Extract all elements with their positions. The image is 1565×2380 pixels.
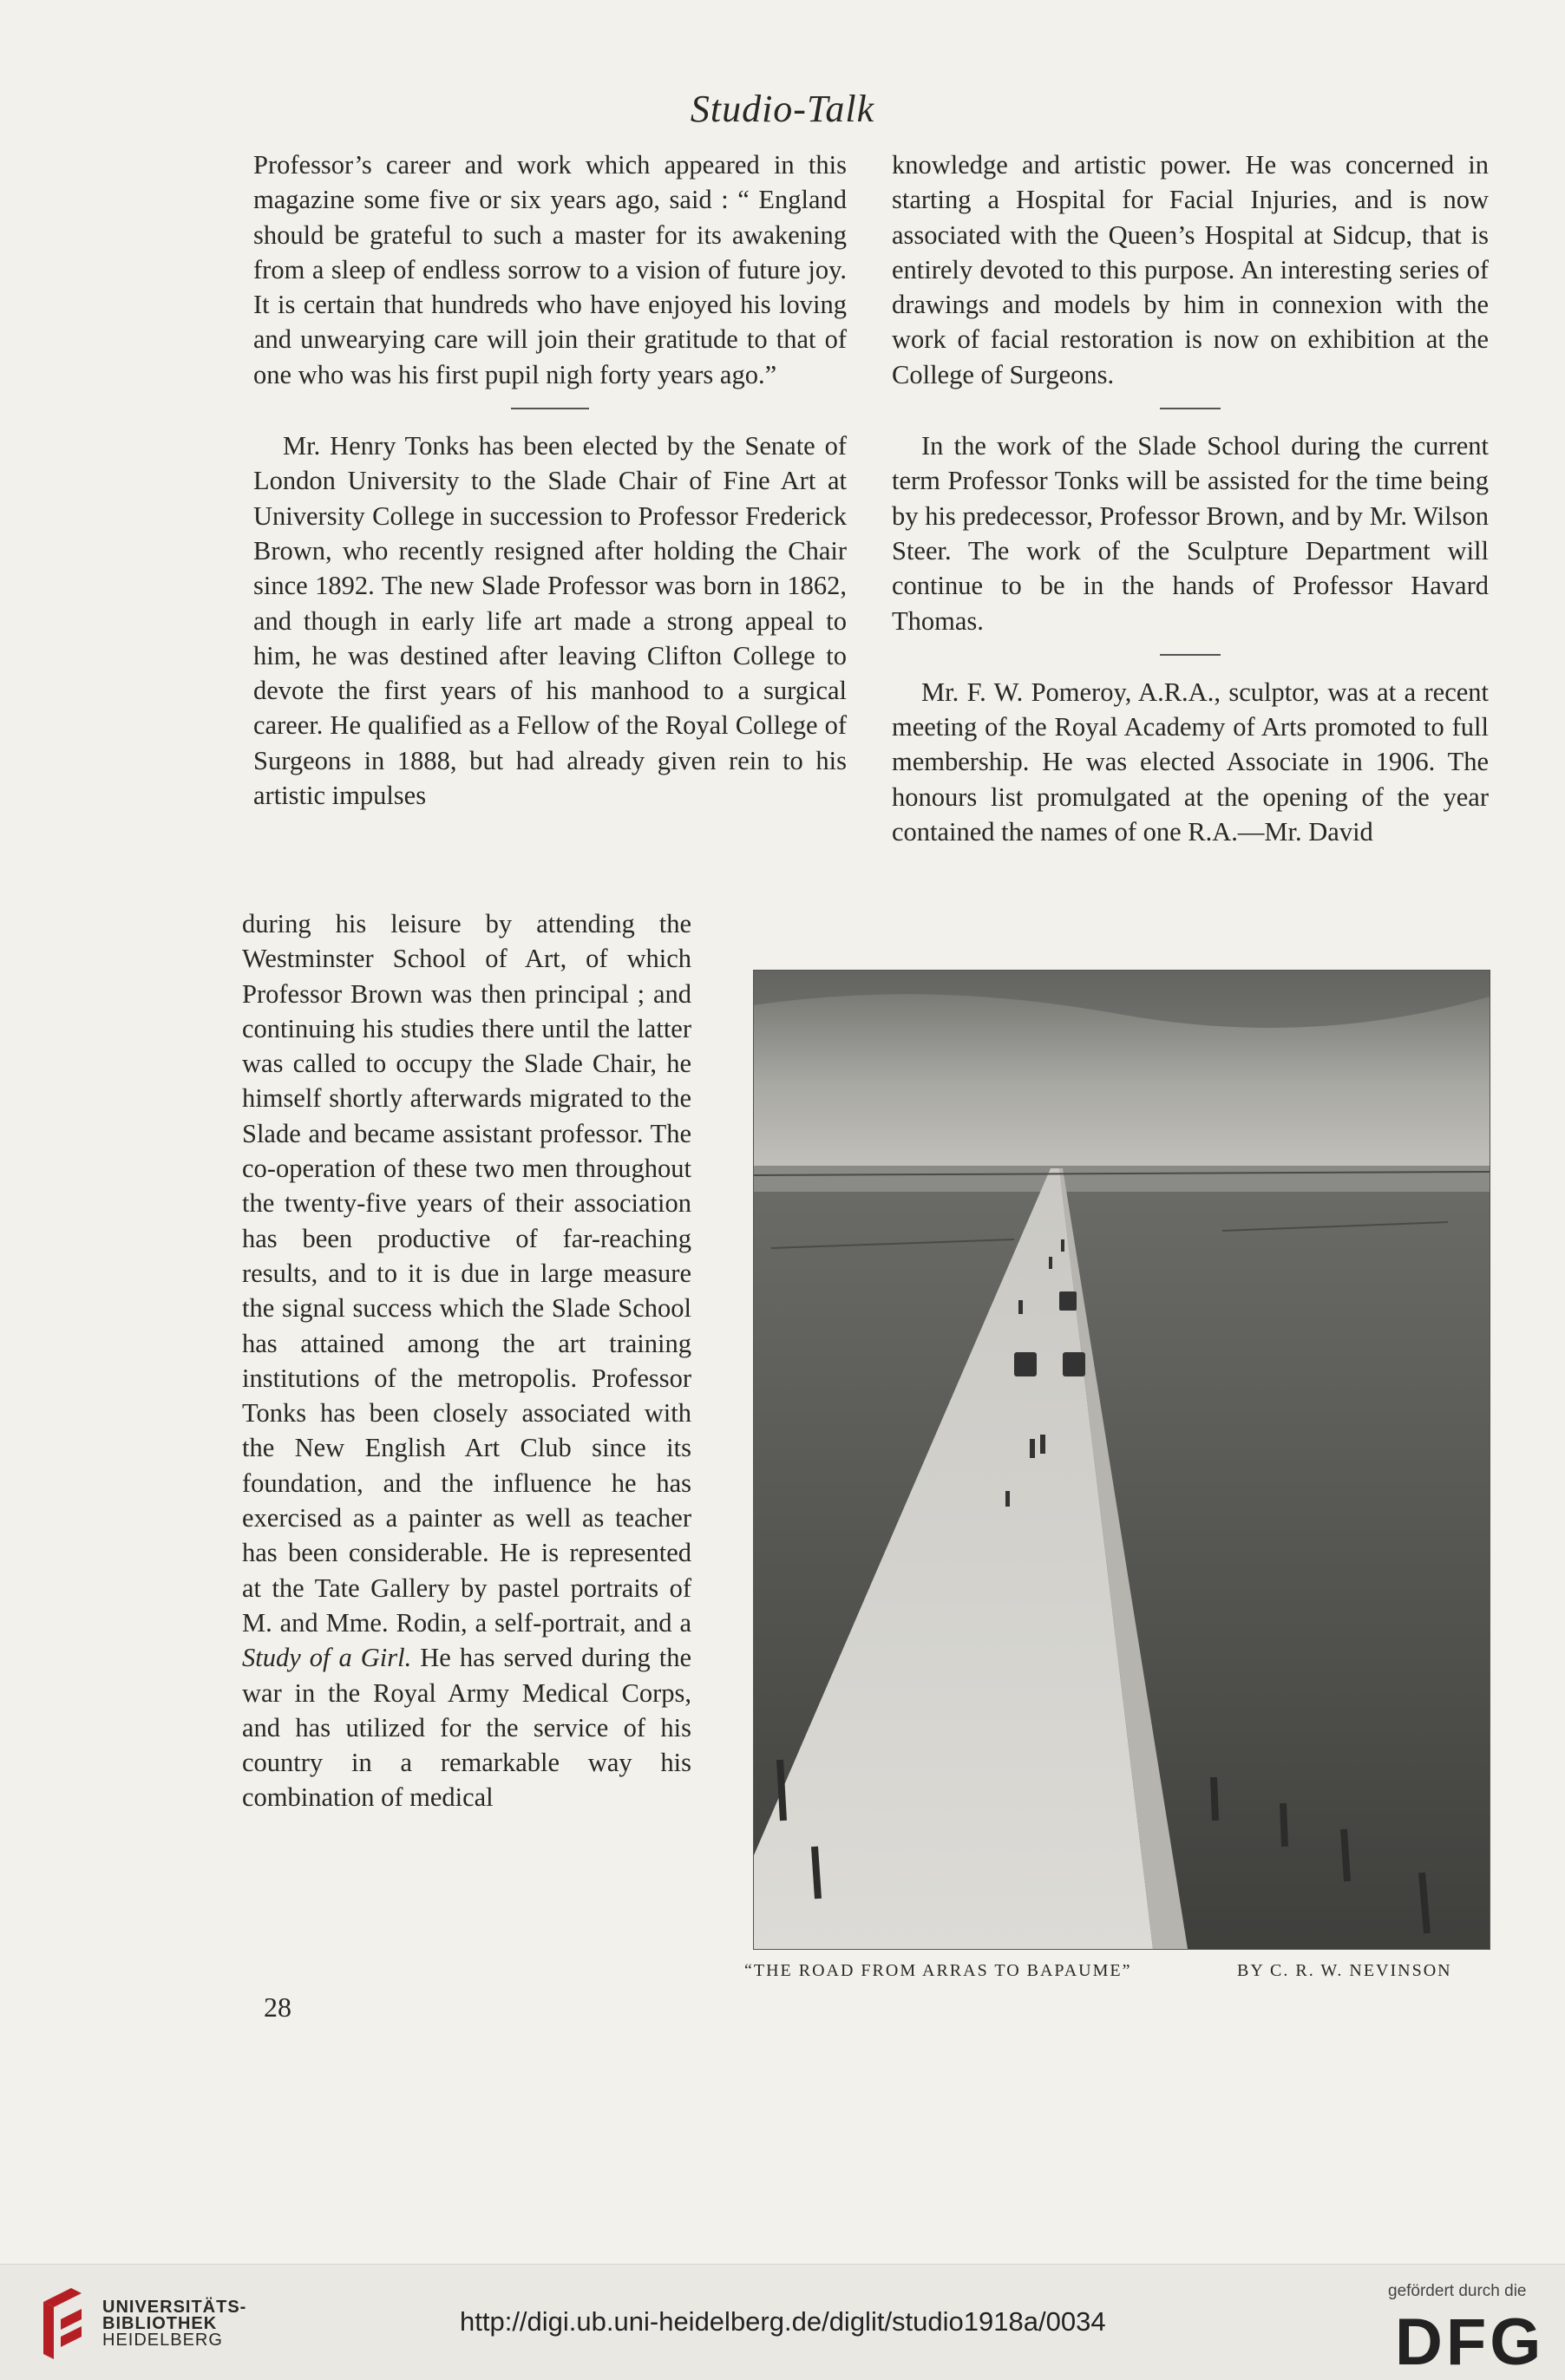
paragraph: In the work of the Slade School during the current term Professor Tonks will be assisted for the time being by his predecessor, Professor Brown, and by Mr. Wilson Steer. The work of the Sculpture Department will continue to be in the hands of Professor Havard Thomas.	[892, 431, 1489, 636]
text-run: during his leisure by attending the Westminster School of Art, of which Professor Brown was then principal ; and continuing his studies there until the latter was called to occupy the Slade Chair, he himself shortly afterwards migrated to the Slade and became assistant professor. The co-operation of these two men throughout the twenty-five years of their association has been productive of far-reaching results, and to it is due in large measure the signal success which the Slade School has attained among the art training institutions of the metropolis. Professor Tonks has been closely associated with the New English Art Club since its foundation, and the influence he has exercised as a painter as well as teacher has been considerable. He is represented at the Tate Gallery by pastel portraits of M. and Mme. Rodin, a self-portrait, and a	[242, 909, 691, 1638]
digitization-footer	[0, 2264, 1565, 2380]
library-name	[102, 2299, 246, 2349]
page-number: 28	[264, 1991, 291, 2023]
paragraph: Mr. Henry Tonks has been elected by the Senate of London University to the Slade Chair of Fine Art at University College in succession to Professor Frederick Brown, who recently resigned after holding the Chair since 1892. The new Slade Professor was born in 1862, and though in early life art made a strong appeal to him, he was destined after leaving Clifton College to devote the first years of his manhood to a surgical career. He qualified as a Fellow of the Royal College of Surgeons in 1888, but had already given rein to his artistic impulses	[253, 431, 847, 811]
library-line: BIBLIOTHEK	[102, 2314, 218, 2333]
left-column	[253, 147, 847, 813]
caption-artist: BY C. R. W. NEVINSON	[1237, 1961, 1452, 1980]
artwork-title: Study of a Girl.	[242, 1643, 412, 1673]
dfg-logo: DFG	[1395, 2305, 1545, 2379]
paragraph-continued	[242, 906, 691, 1815]
caption-title: “THE ROAD FROM ARRAS TO BAPAUME”	[744, 1961, 1132, 1980]
library-line: HEIDELBERG	[102, 2331, 223, 2350]
library-line: UNIVERSITÄTS-	[102, 2298, 247, 2317]
painting-reproduction	[753, 970, 1490, 1950]
right-column	[892, 147, 1489, 849]
section-divider	[511, 408, 589, 409]
road-painting-image	[754, 971, 1490, 1949]
running-title: Studio-Talk	[690, 88, 875, 130]
text-run: He has served during the war in the Royal Army Medical Corps, and has utilized for the service of his country in a remarkable way his combination of medical	[242, 1643, 691, 1813]
paragraph: knowledge and artistic power. He was concerned in starting a Hospital for Facial Injuries, and is now associated with the Queen’s Hospital at Sidcup, that is entirely devoted to this purpose. An interesting series of drawings and models by him in connexion with the work of facial restoration is now on exhibition at the College of Surgeons.	[892, 150, 1489, 389]
paragraph: Mr. F. W. Pomeroy, A.R.A., sculptor, was at a recent meeting of the Royal Academy of Arts promoted to full membership. He was elected Associate in 1906. The honours list promulgated at the opening of the year contained the names of one R.A.—Mr. David	[892, 677, 1489, 847]
paragraph: Professor’s career and work which appeared in this magazine some five or six years ago, said : “ England should be grateful to such a master for its awakening from a sleep of endless sorrow to a vision of future joy. It is certain that hundreds who have enjoyed his loving and unwearying care will join their gratitude to that of one who was his first pupil nigh forty years ago.”	[253, 150, 847, 389]
section-divider	[1160, 654, 1221, 656]
permalink-url[interactable]: http://digi.ub.uni-heidelberg.de/diglit/studio1918a/0034	[460, 2306, 1106, 2337]
left-column-wrapped-text	[242, 906, 691, 1815]
funded-by-label: gefördert durch die	[1388, 2282, 1527, 2300]
section-divider	[1160, 408, 1221, 409]
library-logo-icon	[36, 2285, 88, 2364]
